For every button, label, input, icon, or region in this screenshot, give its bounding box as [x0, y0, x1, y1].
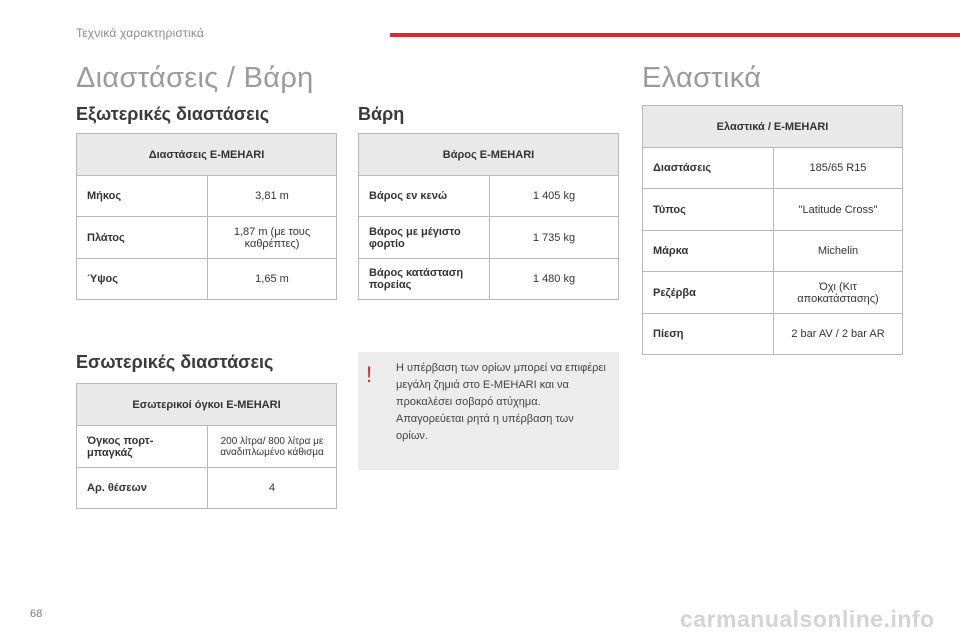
warning-icon: !	[366, 362, 373, 387]
row-label: Πλάτος	[77, 217, 208, 259]
row-value: 1,65 m	[208, 259, 337, 300]
row-value: 1,87 m (με τους καθρέπτες)	[208, 217, 337, 259]
tyres-table	[642, 105, 903, 355]
row-value: Όχι (Κιτ αποκατάστασης)	[774, 272, 903, 314]
row-label: Πίεση	[643, 314, 774, 355]
table-row	[77, 176, 337, 217]
table-row	[359, 259, 619, 300]
row-value: "Latitude Cross"	[774, 189, 903, 231]
table-row	[77, 468, 337, 509]
table-row	[643, 314, 903, 355]
page-number: 68	[30, 608, 43, 620]
table-row	[359, 217, 619, 259]
row-value: 4	[208, 468, 337, 509]
row-label: Μήκος	[77, 176, 208, 217]
weights-table	[358, 133, 619, 300]
row-value: 2 bar AV / 2 bar AR	[774, 314, 903, 355]
row-value: 1 480 kg	[490, 259, 619, 300]
watermark: carmanualsonline.info	[680, 606, 935, 632]
table-row	[77, 426, 337, 468]
table-row	[77, 259, 337, 300]
exterior-dimensions-table	[76, 133, 337, 300]
row-value: 185/65 R15	[774, 148, 903, 189]
interior-dimensions-table	[76, 383, 337, 509]
row-value: 1 405 kg	[490, 176, 619, 217]
warning-text: Η υπέρβαση των ορίων μπορεί να επιφέρει μεγάλη ζημιά στο E-MEHARI και να προκαλέσει σοβαρό ατύχημα. Απαγορεύεται ρητά η υπέρβαση των ορίων.	[396, 362, 606, 442]
table-row	[643, 189, 903, 231]
row-label: Ρεζέρβα	[643, 272, 774, 314]
row-label: Βάρος εν κενώ	[359, 176, 490, 217]
table-row	[643, 148, 903, 189]
table-title: Εσωτερικοί όγκοι E-MEHARI	[77, 384, 337, 426]
row-label: Διαστάσεις	[643, 148, 774, 189]
table-row	[359, 176, 619, 217]
row-label: Μάρκα	[643, 231, 774, 272]
row-label: Ύψος	[77, 259, 208, 300]
exterior-dimensions-heading: Εξωτερικές διαστάσεις	[76, 104, 270, 124]
table-title: Βάρος E-MEHARI	[359, 134, 619, 176]
table-title: Ελαστικά / E-MEHARI	[643, 106, 903, 148]
weights-heading: Βάρη	[358, 104, 405, 124]
row-label: Αρ. θέσεων	[77, 468, 208, 509]
row-value: Michelin	[774, 231, 903, 272]
section-header: Τεχνικά χαρακτηριστικά	[76, 26, 205, 40]
row-label: Βάρος κατάσταση πορείας	[359, 259, 490, 300]
row-label: Τύπος	[643, 189, 774, 231]
header-accent-bar	[390, 33, 960, 37]
table-row	[77, 217, 337, 259]
table-title: Διαστάσεις E-MEHARI	[77, 134, 337, 176]
table-row	[643, 231, 903, 272]
row-label: Βάρος με μέγιστο φορτίο	[359, 217, 490, 259]
tyres-heading: Ελαστικά	[642, 62, 762, 94]
row-value: 1 735 kg	[490, 217, 619, 259]
interior-dimensions-heading: Εσωτερικές διαστάσεις	[76, 352, 274, 372]
row-value: 200 λίτρα/ 800 λίτρα με αναδιπλωμένο κάθισμα	[208, 426, 337, 468]
row-value: 3,81 m	[208, 176, 337, 217]
row-label: Όγκος πορτ-μπαγκάζ	[77, 426, 208, 468]
table-row	[643, 272, 903, 314]
dimensions-weights-heading: Διαστάσεις / Βάρη	[76, 62, 314, 94]
